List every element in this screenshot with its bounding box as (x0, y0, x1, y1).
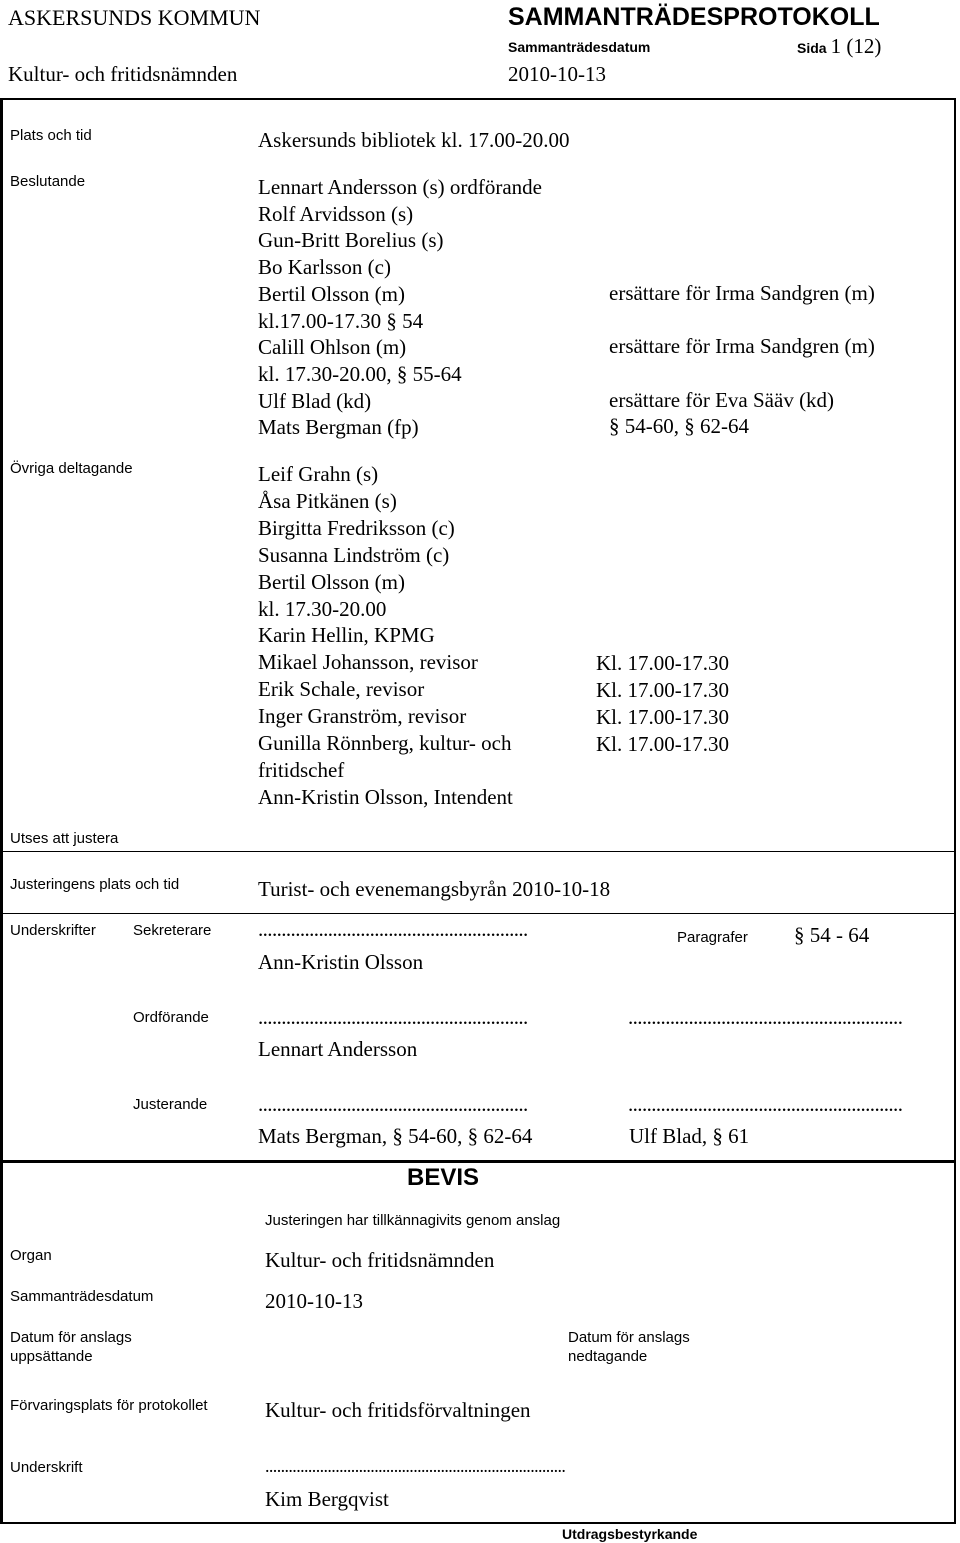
signature-name: Kim Bergqvist (265, 1487, 389, 1511)
page-label: Sida (797, 40, 827, 56)
organ-label: Organ (10, 1247, 52, 1264)
list-item: Gun-Britt Borelius (s) (258, 228, 444, 253)
list-item: kl.17.00-17.30 § 54 (258, 308, 424, 333)
list-item: Bertil Olsson (m) (258, 569, 405, 594)
meeting-date-label-2: Sammanträdesdatum (10, 1288, 154, 1305)
appointed-adjusters-label: Utses att justera (10, 830, 119, 847)
chair-label: Ordförande (133, 1009, 209, 1026)
storage-value: Kultur- och fritidsförvaltningen (265, 1398, 531, 1422)
signature-label: Underskrift (10, 1459, 83, 1476)
divider (2, 913, 956, 914)
chair-name: Lennart Andersson (258, 1037, 418, 1061)
paragraphs-label: Paragrafer (677, 929, 748, 946)
substitute-note: ersättare för Irma Sandgren (m) (609, 281, 875, 305)
list-item: kl. 17.30-20.00 (258, 596, 387, 621)
list-item: Ulf Blad (kd) (258, 388, 372, 413)
removal-date-label-line: nedtagande (568, 1348, 648, 1365)
removal-date-label-line: Datum för anslags (568, 1329, 690, 1346)
document-type: SAMMANTRÄDESPROTOKOLL (508, 3, 880, 31)
municipality-name: ASKERSUNDS KOMMUN (8, 5, 261, 30)
other-participants-list (258, 461, 513, 811)
list-item: Kl. 17.00-17.30 (596, 651, 729, 675)
extra-signature-line: ........................................................... (628, 1005, 903, 1029)
list-item: Mikael Johansson, revisor (258, 650, 478, 675)
posting-date-label-line: Datum för anslags (10, 1329, 132, 1346)
section-divider (2, 1160, 956, 1163)
list-item: Bertil Olsson (m) (258, 281, 405, 306)
extract-certification: Utdragsbestyrkande (562, 1526, 698, 1542)
substitute-note: ersättare för Eva Sääv (kd) (609, 388, 835, 412)
list-item: Kl. 17.00-17.30 (596, 704, 729, 729)
adjuster1-name: Mats Bergman, § 54-60, § 62-64 (258, 1124, 533, 1148)
list-item: Ann-Kristin Olsson, Intendent (258, 784, 513, 809)
divider (2, 851, 956, 852)
secretary-label: Sekreterare (133, 922, 212, 939)
list-item: Kl. 17.00-17.30 (596, 677, 729, 702)
committee-name: Kultur- och fritidsnämnden (8, 62, 238, 86)
list-item: Birgitta Fredriksson (c) (258, 515, 455, 540)
page-value: 1 (12) (830, 34, 882, 58)
list-item: Susanna Lindström (c) (258, 542, 450, 567)
adjusting-label: Justerande (133, 1096, 208, 1113)
secretary-signature-line: .......................................................... (258, 917, 528, 941)
removal-date-label (568, 1328, 690, 1366)
adjuster2-signature-line: ........................................................... (628, 1092, 903, 1116)
attendance-times-list (596, 650, 729, 758)
place-time-value: Askersunds bibliotek kl. 17.00-20.00 (258, 128, 570, 152)
list-item: Mats Bergman (fp) (258, 415, 419, 440)
substitute-note: ersättare för Irma Sandgren (m) (609, 334, 875, 358)
meeting-date-label: Sammanträdesdatum (508, 39, 651, 55)
certificate-title: BEVIS (407, 1164, 480, 1191)
organ-value: Kultur- och fritidsnämnden (265, 1248, 495, 1272)
list-item: Rolf Arvidsson (s) (258, 201, 414, 226)
posting-date-label-line: uppsättande (10, 1348, 93, 1365)
list-item: Leif Grahn (s) (258, 462, 379, 486)
adjustment-place-time-label: Justeringens plats och tid (10, 876, 180, 893)
list-item: Åsa Pitkänen (s) (258, 488, 397, 513)
certificate-subtitle: Justeringen har tillkännagivits genom anslag (265, 1212, 561, 1229)
adjustment-place-time-value: Turist- och evenemangsbyrån 2010-10-18 (258, 877, 611, 901)
chair-signature-line: .......................................................... (258, 1005, 528, 1029)
paragraphs-value: § 54 - 64 (794, 923, 870, 947)
secretary-name: Ann-Kristin Olsson (258, 950, 424, 974)
paragraph-range-note: § 54-60, § 62-64 (609, 414, 749, 438)
list-item: Karin Hellin, KPMG (258, 623, 435, 648)
storage-label: Förvaringsplats för protokollet (10, 1397, 208, 1414)
list-item: Inger Granström, revisor (258, 704, 467, 729)
list-item: Gunilla Rönnberg, kultur- och (258, 731, 512, 756)
deciding-members-list (258, 174, 542, 441)
meeting-date-value-2: 2010-10-13 (265, 1289, 363, 1313)
meeting-date: 2010-10-13 (508, 62, 606, 86)
posting-date-label (10, 1328, 132, 1366)
other-participants-label: Övriga deltagande (10, 460, 133, 477)
adjuster1-signature-line: .......................................................... (258, 1092, 528, 1116)
list-item: fritidschef (258, 757, 345, 782)
list-item: kl. 17.30-20.00, § 55-64 (258, 361, 462, 386)
signature-line: ............................................................................. (265, 1456, 566, 1476)
list-item: Kl. 17.00-17.30 (596, 731, 729, 756)
adjuster2-name: Ulf Blad, § 61 (629, 1124, 750, 1148)
list-item: Lennart Andersson (s) ordförande (258, 175, 542, 199)
list-item: Bo Karlsson (c) (258, 255, 391, 280)
page-indicator (797, 34, 881, 59)
signatures-label: Underskrifter (10, 922, 96, 939)
list-item: Erik Schale, revisor (258, 677, 425, 702)
place-time-label: Plats och tid (10, 127, 92, 144)
deciding-label: Beslutande (10, 173, 86, 190)
list-item: Calill Ohlson (m) (258, 335, 407, 360)
